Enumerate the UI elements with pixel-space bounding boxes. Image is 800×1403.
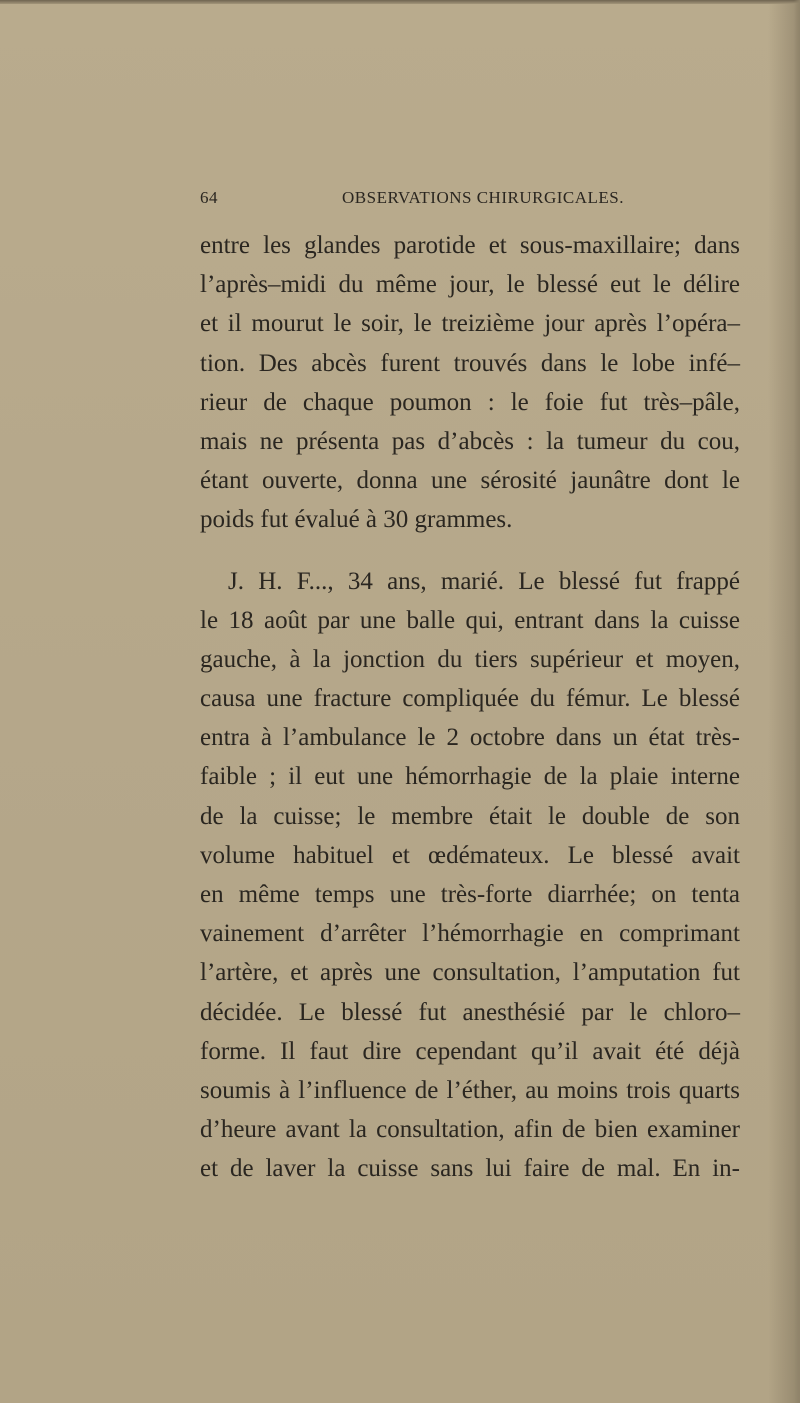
text-line: volume habituel et œdémateux. Le blessé avait xyxy=(200,841,740,869)
text-line: causa une fracture compliquée du fémur. Le blessé xyxy=(200,685,740,713)
text-line: entre les glandes parotide et sous-maxillaire; dans xyxy=(200,232,740,259)
text-line: tion. Des abcès furent trouvés dans le lobe infé– xyxy=(200,349,740,377)
text-line: vainement d’arrêter l’hémorrhagie en comprimant xyxy=(200,920,740,948)
text-line: décidée. Le blessé fut anesthésié par le chloro– xyxy=(200,998,740,1026)
paragraph-continuation xyxy=(200,226,740,540)
text-line: l’artère, et après une consultation, l’amputation fut xyxy=(200,959,740,987)
text-line: rieur de chaque poumon : le foie fut très–pâle, xyxy=(200,388,740,416)
text-line: faible ; il eut une hémorrhagie de la plaie interne xyxy=(200,763,740,791)
text-line: l’après–midi du même jour, le blessé eut le délire xyxy=(200,271,740,299)
paragraph-gap xyxy=(200,540,740,562)
text-line: poids fut évalué à 30 grammes. xyxy=(200,506,513,534)
text-line: de la cuisse; le membre était le double de son xyxy=(200,802,740,830)
page-right-edge xyxy=(794,0,800,1403)
text-line: et de laver la cuisse sans lui faire de mal. En in- xyxy=(200,1155,740,1183)
text-line: étant ouverte, donna une sérosité jaunâtre dont le xyxy=(200,467,740,495)
page-number: 64 xyxy=(200,188,218,207)
text-line: gauche, à la jonction du tiers supérieur et moyen, xyxy=(200,645,740,673)
page-top-edge xyxy=(0,0,800,4)
text-line: et il mourut le soir, le treizième jour après l’opéra– xyxy=(200,310,740,338)
body-text xyxy=(200,226,740,1189)
text-line: d’heure avant la consultation, afin de bien examiner xyxy=(200,1116,740,1144)
running-title: OBSERVATIONS CHIRURGICALES. xyxy=(342,188,624,207)
text-line: J. H. F..., 34 ans, marié. Le blessé fut frappé xyxy=(228,567,740,595)
paragraph-case-jhf xyxy=(200,562,740,1189)
running-head xyxy=(200,188,740,216)
text-line: mais ne présenta pas d’abcès : la tumeur du cou, xyxy=(200,427,740,455)
text-line: en même temps une très-forte diarrhée; on tenta xyxy=(200,881,740,908)
text-line: le 18 août par une balle qui, entrant dans la cuisse xyxy=(200,606,740,634)
text-line: soumis à l’influence de l’éther, au moins trois quarts xyxy=(200,1076,740,1104)
text-line: entra à l’ambulance le 2 octobre dans un état très- xyxy=(200,724,740,752)
text-line: forme. Il faut dire cependant qu’il avait été déjà xyxy=(200,1037,740,1065)
